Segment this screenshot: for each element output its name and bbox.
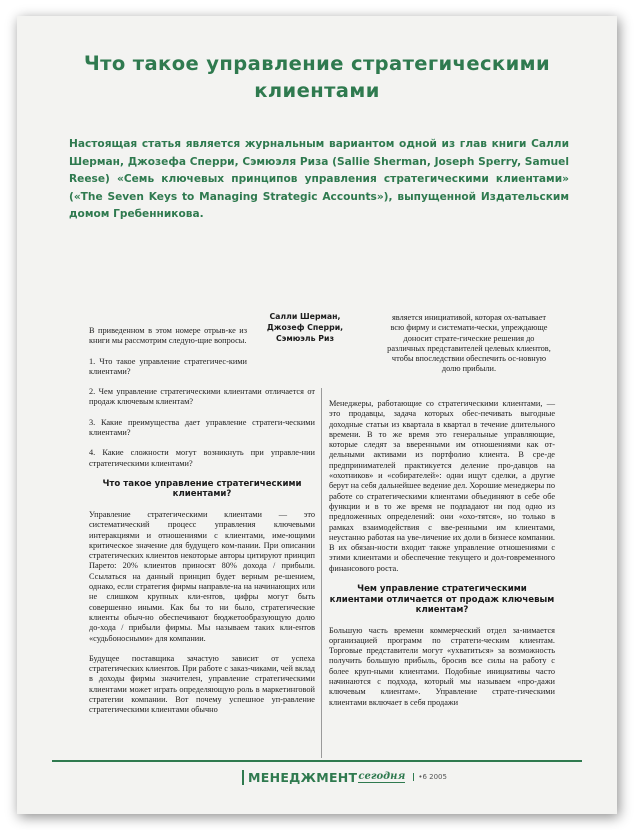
paragraph: Будущее поставщика зачастую зависит от успеха стратегических клиентов. При работе с заказ-чиками, чей вклад в доходы фирмы значителен, управление стратегическими клиентами может играть определяющую роль в маркетинговой стратегии компании. Вот почему успешное уп-равление стратегическими клиентами обычно xyxy=(89,653,315,715)
magazine-logo-suffix: сегодня xyxy=(358,771,406,782)
text-column-right xyxy=(329,399,555,718)
author-name: Салли Шерман, xyxy=(269,312,341,321)
magazine-page xyxy=(17,16,617,814)
paragraph: Менеджеры, работающие со стратегическими клиентами, — это продавцы, задача которых обес-печивать выгодные доходные статьи из квартала в квартал в течение длительного времени. В то же время это генеральные управляющие, которые следят за вверенными им отношениями как от-дельными активами из портфолио клиента. В сре-де предпринимателей практикуется деление про-давцов на «охотников» и «собирателей»: одни ищут сделки, а другие берут на себя дальнейшее ведение дел. Хорошие менеджеры по работе со стратегическими клиентами объединяют в себе обе функции и в то же время не подпадают ни под одно из предложенных определений: они «охо-тятся», но только в рамках взаимодействия с вве-ренными им клиентами, неустанно работая на уве-личение их доли в бизнесе компании. В их обязан-ности входит также управление отношениями с этими клиентами и обеспечение текущего и дол-говременного финансового роста. xyxy=(329,399,555,573)
section-heading: Чем управление стратегическими клиентами отличается от продаж ключевым клиентам? xyxy=(329,584,555,616)
author-name: Сэмюэль Риз xyxy=(276,334,334,343)
article-lead: Настоящая статья является журнальным вариантом одной из глав книги Салли Шерман, Джозефа Сперри, Сэмюэля Риза (Sallie Sherman, Joseph Sperry, Samuel Reese) «Семь ключевых принципов управления стратегическими клиентами» («The Seven Keys to Managing Strategic Accounts»), выпущенной Издательским домом Гребенникова. xyxy=(69,138,569,221)
footer-divider xyxy=(52,760,582,762)
question-item: 3. Какие преимущества дает управление стратеги-ческими клиентами? xyxy=(89,417,315,438)
question-item: 2. Чем управление стратегическими клиентами отличается от продаж ключевым клиентам? xyxy=(89,387,315,407)
article-title: Что такое управление стратегическими клиентами xyxy=(83,52,551,102)
question-item: 4. Какие сложности могут возникнуть при управле-нии стратегическими клиентами? xyxy=(89,448,315,468)
question-item: 1. Что такое управление стратегичес-кими клиентами? xyxy=(89,356,247,376)
text-column-left xyxy=(89,326,315,726)
magazine-logo: МЕНЕДЖМЕНТ xyxy=(242,770,357,785)
page-footer xyxy=(242,766,447,788)
section-heading: Что такое управление стратегическими клиентами? xyxy=(102,478,302,500)
text-column-right-top xyxy=(385,313,553,385)
issue-number: •6 2005 xyxy=(413,773,447,781)
column-divider xyxy=(321,388,322,758)
paragraph: В приведенном в этом номере отрыв-ке из книги мы рассмотрим следую-щие вопросы. xyxy=(89,326,247,346)
paragraph: Большую часть времени коммерческий отдел за-нимается организацией программ по стратеги-ческим клиентам. Торговые представители могут «ухватиться» за возможность получить большую прибыль, бросив все силы на работу с более круп-ными клиентами. Подобные инициативы часто начинаются с подхода, который мы называем «про-дажи ключевым клиентам». Управление страте-гическими клиентами включает в себя продажи xyxy=(329,625,555,707)
paragraph: является инициативой, которая ох-ватывает всю фирму и системати-чески, упреждающе доносит страте-гические решения до различных представителей целевых клиентов, чтобы впоследствии обеспечить ос-новную долю прибыли. xyxy=(387,313,551,374)
author-name: Джозеф Сперри, xyxy=(266,323,344,332)
paragraph: Управление стратегическими клиентами — это систематический процесс управления ключевыми интеракциями и отношениями с клиентами, име-ющими критическое значение для будущего ком-пании. При описании стратегических клиентов некоторые авторы цитируют принцип Парето: 20% клиентов приносят 80% дохода / прибыли. Ссылаться на данный принцип будет верным ре-шением, однако, если стратегия фирмы направле-на на начинающих или не слишком крупных кли-ентов, цифры могут быть совершенно иными. Как бы то ни было, стратегические клиенты обыч-но обеспечивают бюджетообразующую долю до-хода / прибыли фирмы. Мы называем таких кли-ентов «судьбоносными» для компании. xyxy=(89,509,315,643)
